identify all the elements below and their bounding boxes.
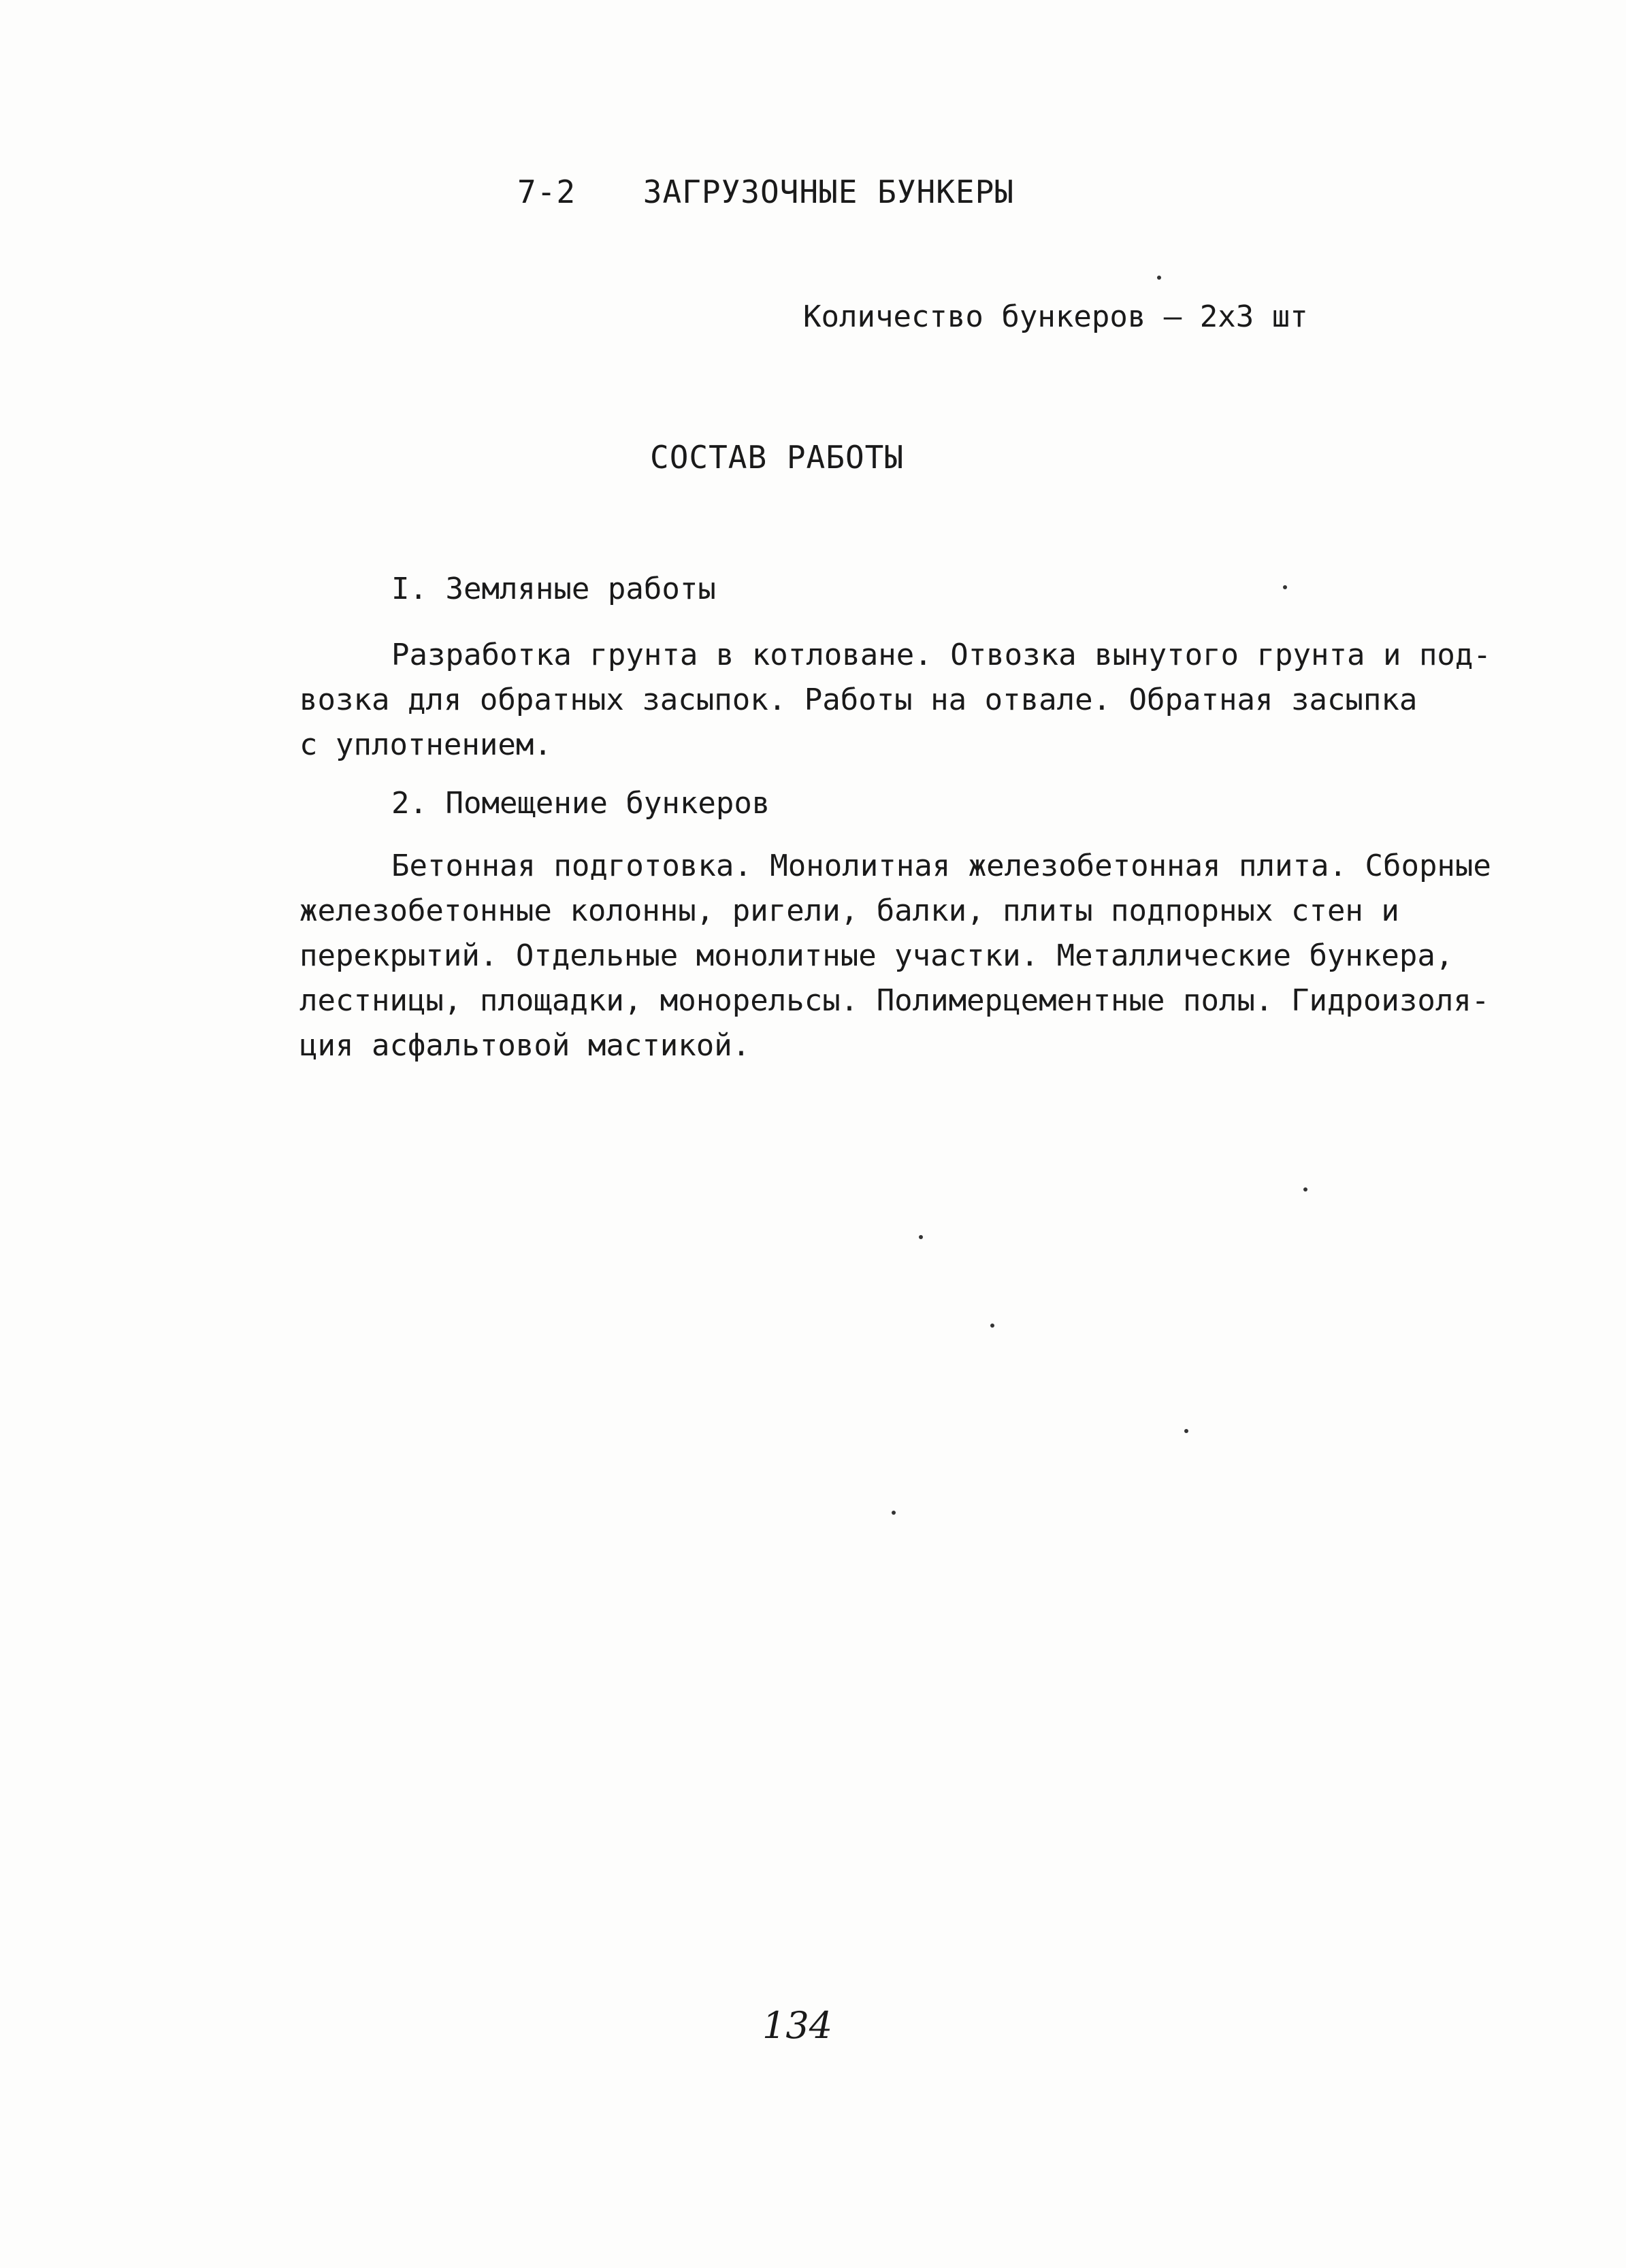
text-line: ция асфальтовой мастикой. <box>299 1028 751 1063</box>
scan-speck <box>1303 1187 1307 1191</box>
scan-speck <box>1157 276 1161 280</box>
text-line: с уплотнением. <box>299 727 552 762</box>
text-line: Бетонная подготовка. Монолитная железобетонная плита. Сборные <box>391 849 1491 883</box>
page-number: 134 <box>762 2004 833 2047</box>
text-line: перекрытий. Отдельные монолитные участки. Металлические бункера, <box>299 938 1454 973</box>
item-text-earthworks <box>299 633 1545 768</box>
text-line: возка для обратных засыпок. Работы на отвале. Обратная засыпка <box>299 683 1418 717</box>
item-title-earthworks: I. Земляные работы <box>391 572 716 606</box>
scan-speck <box>1283 585 1287 589</box>
scan-speck <box>1184 1429 1188 1433</box>
bunker-count: Количество бункеров – 2х3 шт <box>803 299 1308 334</box>
item-title-bunker-room: 2. Помещение бункеров <box>391 786 770 821</box>
text-line: железобетонные колонны, ригели, балки, плиты подпорных стен и <box>299 893 1399 928</box>
scan-speck <box>892 1511 896 1515</box>
item-text-bunker-room <box>299 844 1545 1068</box>
section-number: 7-2 <box>517 174 576 210</box>
scan-speck <box>990 1324 994 1328</box>
work-composition-title: СОСТАВ РАБОТЫ <box>650 439 905 476</box>
scan-speck <box>919 1235 923 1239</box>
section-heading-title: ЗАГРУЗОЧНЫЕ БУНКЕРЫ <box>643 174 1014 210</box>
text-line: Разработка грунта в котловане. Отвозка вынутого грунта и под- <box>391 638 1491 672</box>
text-line: лестницы, площадки, монорельсы. Полимерцементные полы. Гидроизоля- <box>299 983 1490 1018</box>
section-heading <box>517 174 1014 210</box>
